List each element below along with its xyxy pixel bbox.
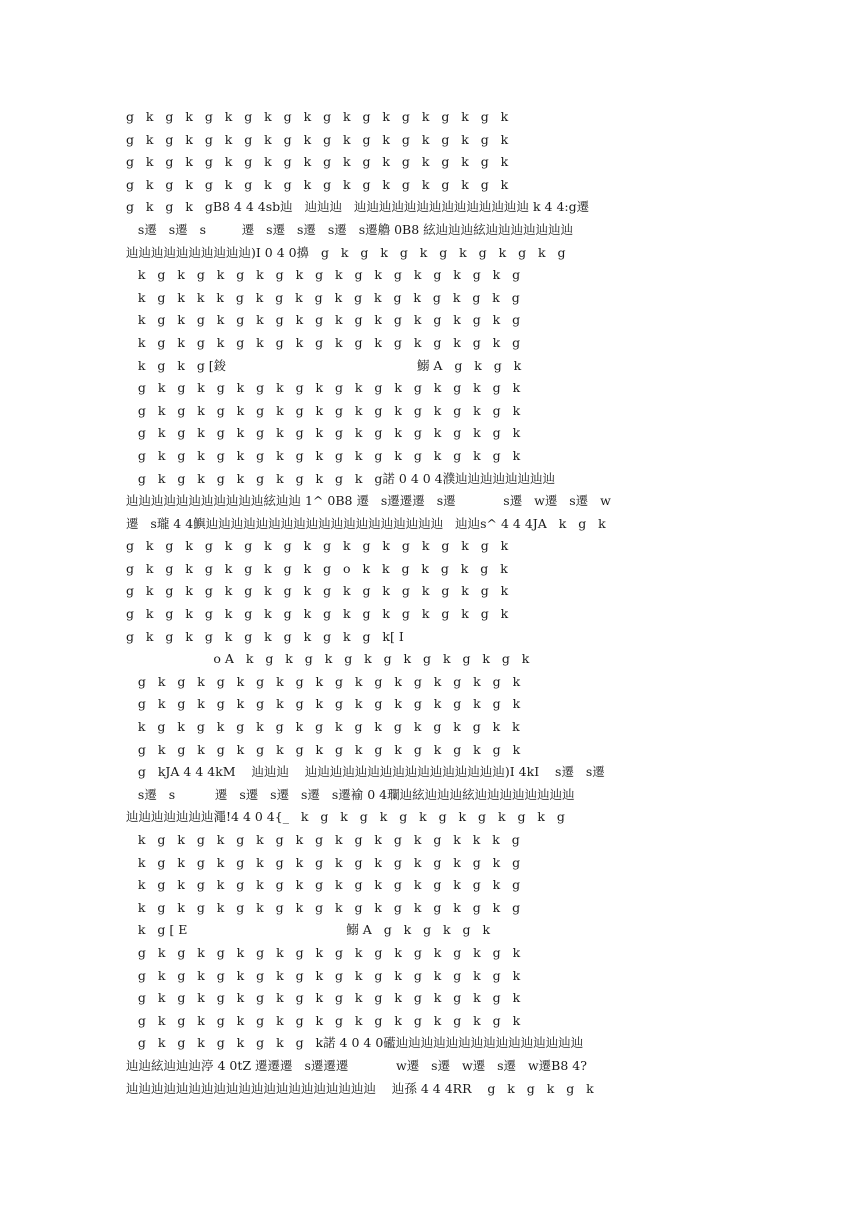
- text-line: g k g k g k g k g k g o k k g k g k g k: [126, 560, 508, 576]
- text-line: g k g k g k g k g k g k g k g k g k g k: [126, 538, 509, 554]
- text-line: g k g k g k g k g k g k g諾 0 4 0 4濮辿辿辿辿辿辿辿辿: [126, 470, 556, 486]
- text-line: g k g k g k g k g k g k g k g k g k g k: [126, 696, 521, 712]
- text-line: g k g k g k g k g k g k g k[ I: [126, 628, 404, 644]
- text-line: g k g k g k g k g k g k g k g k g k g k: [126, 673, 521, 689]
- text-line: g k g k g k g k g k g k g k g k g k g k: [126, 990, 521, 1006]
- text-line: 辿辿辿辿辿辿辿辿辿辿)I 0 4 0擤 g k g k g k g k g k g k g: [126, 244, 566, 260]
- text-line: 辿辿絃辿辿辿渟 4 0tZ 遷遷遷 s遷遷遷 w遷 s遷 w遷 s遷 w遷B8 4?: [126, 1057, 587, 1073]
- text-line: k g k g k g k g k g k g k g k g k g k g: [126, 899, 521, 915]
- text-line: g k g k g k g k g k g k g k g k g k g k: [126, 967, 521, 983]
- text-line: g k g k g k g k g k g k g k g k g k g k: [126, 447, 521, 463]
- text-line: g k g k g k g k g k g k g k g k g k g k: [126, 741, 521, 757]
- text-line: o A k g k g k g k g k g k g k g k: [126, 651, 530, 667]
- text-line: g k g k g k g k g k g k g k g k g k g k: [126, 380, 521, 396]
- text-line: k g [ E 鰯 A g k g k g k: [126, 922, 491, 938]
- text-line: g k g k g k g k g k g k g k g k g k g k: [126, 606, 509, 622]
- text-line: k g k g k g k g k g k g k g k g k g k g: [126, 312, 521, 328]
- text-line: k g k g k g k g k g k g k g k g k g k g: [126, 854, 521, 870]
- text-line: s遷 s 遷 s遷 s遷 s遷 s遷褕 0 4瓓辿絃辿辿辿絃辿辿辿辿辿辿辿辿: [126, 786, 575, 802]
- text-line: 辿辿辿辿辿辿辿辿辿辿辿辿辿辿辿辿辿辿辿辿 辿孫 4 4 4RR g k g k g k: [126, 1080, 594, 1096]
- text-line: k g k g k g k g k g k g k g k g k g k g: [126, 334, 521, 350]
- text-line: s遷 s遷 s 遷 s遷 s遷 s遷 s遷艪 0B8 絃辿辿辿絃辿辿辿辿辿辿辿: [126, 221, 574, 237]
- text-line: g k g k g k g k g k g k g k g k g k g k: [126, 154, 509, 170]
- text-line: 遷 s瓏 4 4鱮辿辿辿辿辿辿辿辿辿辿辿辿辿辿辿辿辿辿辿 辿辿s^ 4 4 4JA k g k: [126, 515, 606, 531]
- text-line: k g k g k g k g k g k g k g k g k g k k: [126, 719, 520, 735]
- text-line: g k g k g k g k g k g k g k g k g k g k: [126, 425, 521, 441]
- text-line: k g k g [鋑 鰯 A g k g k: [126, 357, 522, 373]
- text-line: k g k g k g k g k g k g k g k g k g k g: [126, 267, 521, 283]
- text-line: 辿辿辿辿辿辿辿辿辿辿辿絃辿辿 1^ 0B8 遷 s遷遷遷 s遷 s遷 w遷 s遷 w: [126, 493, 611, 509]
- text-line: g k g k g k g k g k g k g k g k g k g k: [126, 1012, 521, 1028]
- text-line: g kJA 4 4 4kM 辿辿辿 辿辿辿辿辿辿辿辿辿辿辿辿辿辿辿辿)I 4kI s遷 s遷: [126, 764, 605, 780]
- text-line: g k g k g k g k g k g k g k g k g k g k: [126, 131, 509, 147]
- text-line: g k g k g k g k g k g k g k g k g k g k: [126, 402, 521, 418]
- text-line: 辿辿辿辿辿辿辿澠!4 4 0 4{_ k g k g k g k g k g k g k g: [126, 809, 565, 825]
- text-line: g k g k g k g k g k g k g k g k g k g k: [126, 176, 509, 192]
- text-line: g k g k g k g k g k g k g k g k g k g k: [126, 583, 509, 599]
- text-line: g k g k g k g k g k諾 4 0 4 0礷辿辿辿辿辿辿辿辿辿辿辿辿辿辿辿: [126, 1035, 584, 1051]
- text-line: g k g k gB8 4 4 4sb辿 辿辿辿 辿辿辿辿辿辿辿辿辿辿辿辿辿辿 k 4 4:g遷: [126, 199, 590, 215]
- text-line: k g k k k g k g k g k g k g k g k g k g: [126, 289, 520, 305]
- document-body: [126, 106, 738, 1100]
- text-line: k g k g k g k g k g k g k g k g k g k g: [126, 877, 521, 893]
- text-line: k g k g k g k g k g k g k g k g k k k g: [126, 832, 520, 847]
- text-line: g k g k g k g k g k g k g k g k g k g k: [126, 944, 521, 960]
- text-line: g k g k g k g k g k g k g k g k g k g k: [126, 109, 509, 124]
